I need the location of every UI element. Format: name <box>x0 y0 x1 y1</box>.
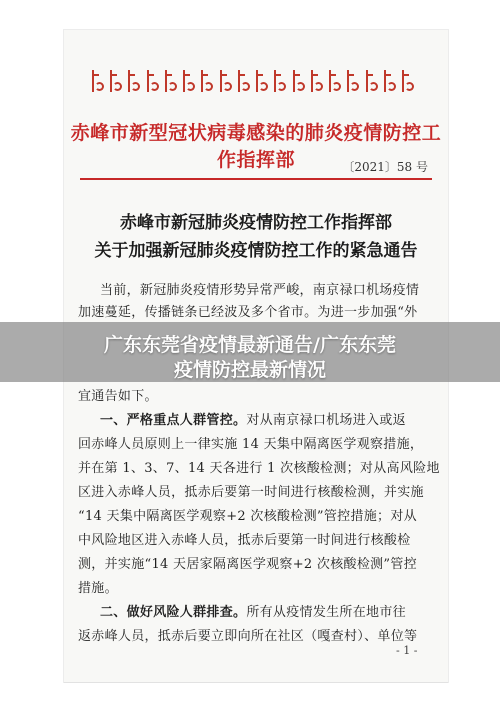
mongolian-glyph <box>110 70 118 92</box>
mongolian-glyph <box>165 70 173 92</box>
notice-title-line1: 赤峰市新冠肺炎疫情防控工作指挥部 <box>120 213 392 233</box>
mongolian-glyph <box>366 70 374 92</box>
mongolian-glyph <box>274 70 282 92</box>
mongolian-glyph <box>147 70 155 92</box>
headline-line1: 广东东莞省疫情最新通告/广东东莞 <box>104 334 396 356</box>
mongolian-glyph <box>256 70 264 92</box>
section-heading: 二、做好风险人群排查。 <box>100 605 247 620</box>
body-line: 并在第 1、3、7、14 天各进行 1 次核酸检测；对从高风险地 <box>78 461 440 476</box>
mongolian-glyph <box>402 70 410 92</box>
mongolian-glyph <box>128 70 136 92</box>
red-divider-line <box>80 178 432 180</box>
body-line: 区进入赤峰人员，抵赤后要第一时间进行核酸检测，并实施 <box>78 485 424 500</box>
mongolian-glyph <box>92 70 100 92</box>
body-line: “14 天集中隔离医学观察+2 次核酸检测”管控措施；对从 <box>78 509 417 524</box>
body-line: 一、严格重点人群管控。对从南京禄口机场进入或返 <box>100 413 406 428</box>
body-line: 宜通告如下。 <box>78 389 158 404</box>
headline-line2: 疫情防控最新情况 <box>173 359 326 381</box>
issuing-org-title: 赤峰市新型冠状病毒感染的肺炎疫情防控工作指挥部 <box>70 122 442 171</box>
body-line: 回赤峰人员原则上一律实施 14 天集中隔离医学观察措施， <box>78 437 424 452</box>
body-line: 当前，新冠肺炎疫情形势异常严峻，南京禄口机场疫情 <box>100 283 420 298</box>
mongolian-glyph <box>384 70 392 92</box>
body-line: 测，并实施“14 天居家隔离医学观察+2 次核酸检测”管控 <box>78 557 417 572</box>
mongolian-glyph <box>329 70 337 92</box>
page-number: - 1 - <box>396 644 418 657</box>
section-heading: 一、严格重点人群管控。 <box>100 413 247 428</box>
page-bottom-edge <box>64 682 448 683</box>
body-line: 加速蔓延，传播链条已经波及多个省市。为进一步加强“外 <box>78 305 418 320</box>
body-line: 措施。 <box>78 581 118 596</box>
mongolian-glyph <box>347 70 355 92</box>
mongolian-glyph <box>311 70 319 92</box>
mongolian-glyph <box>238 70 246 92</box>
notice-title-line2: 关于加强新冠肺炎疫情防控工作的紧急通告 <box>94 241 418 261</box>
body-line: 返赤峰人员，抵赤后要立即向所在社区（嘎查村）、单位等 <box>78 629 418 644</box>
body-line: 二、做好风险人群排查。所有从疫情发生所在地市往 <box>100 605 406 620</box>
mongolian-script-header <box>92 66 410 92</box>
mongolian-glyph <box>220 70 228 92</box>
mongolian-glyph <box>293 70 301 92</box>
document-number: 〔2021〕58 号 <box>342 160 428 174</box>
mongolian-glyph <box>183 70 191 92</box>
body-line: 中风险地区进入赤峰人员，抵赤后要第一时间进行核酸检 <box>78 533 411 548</box>
mongolian-glyph <box>201 70 209 92</box>
